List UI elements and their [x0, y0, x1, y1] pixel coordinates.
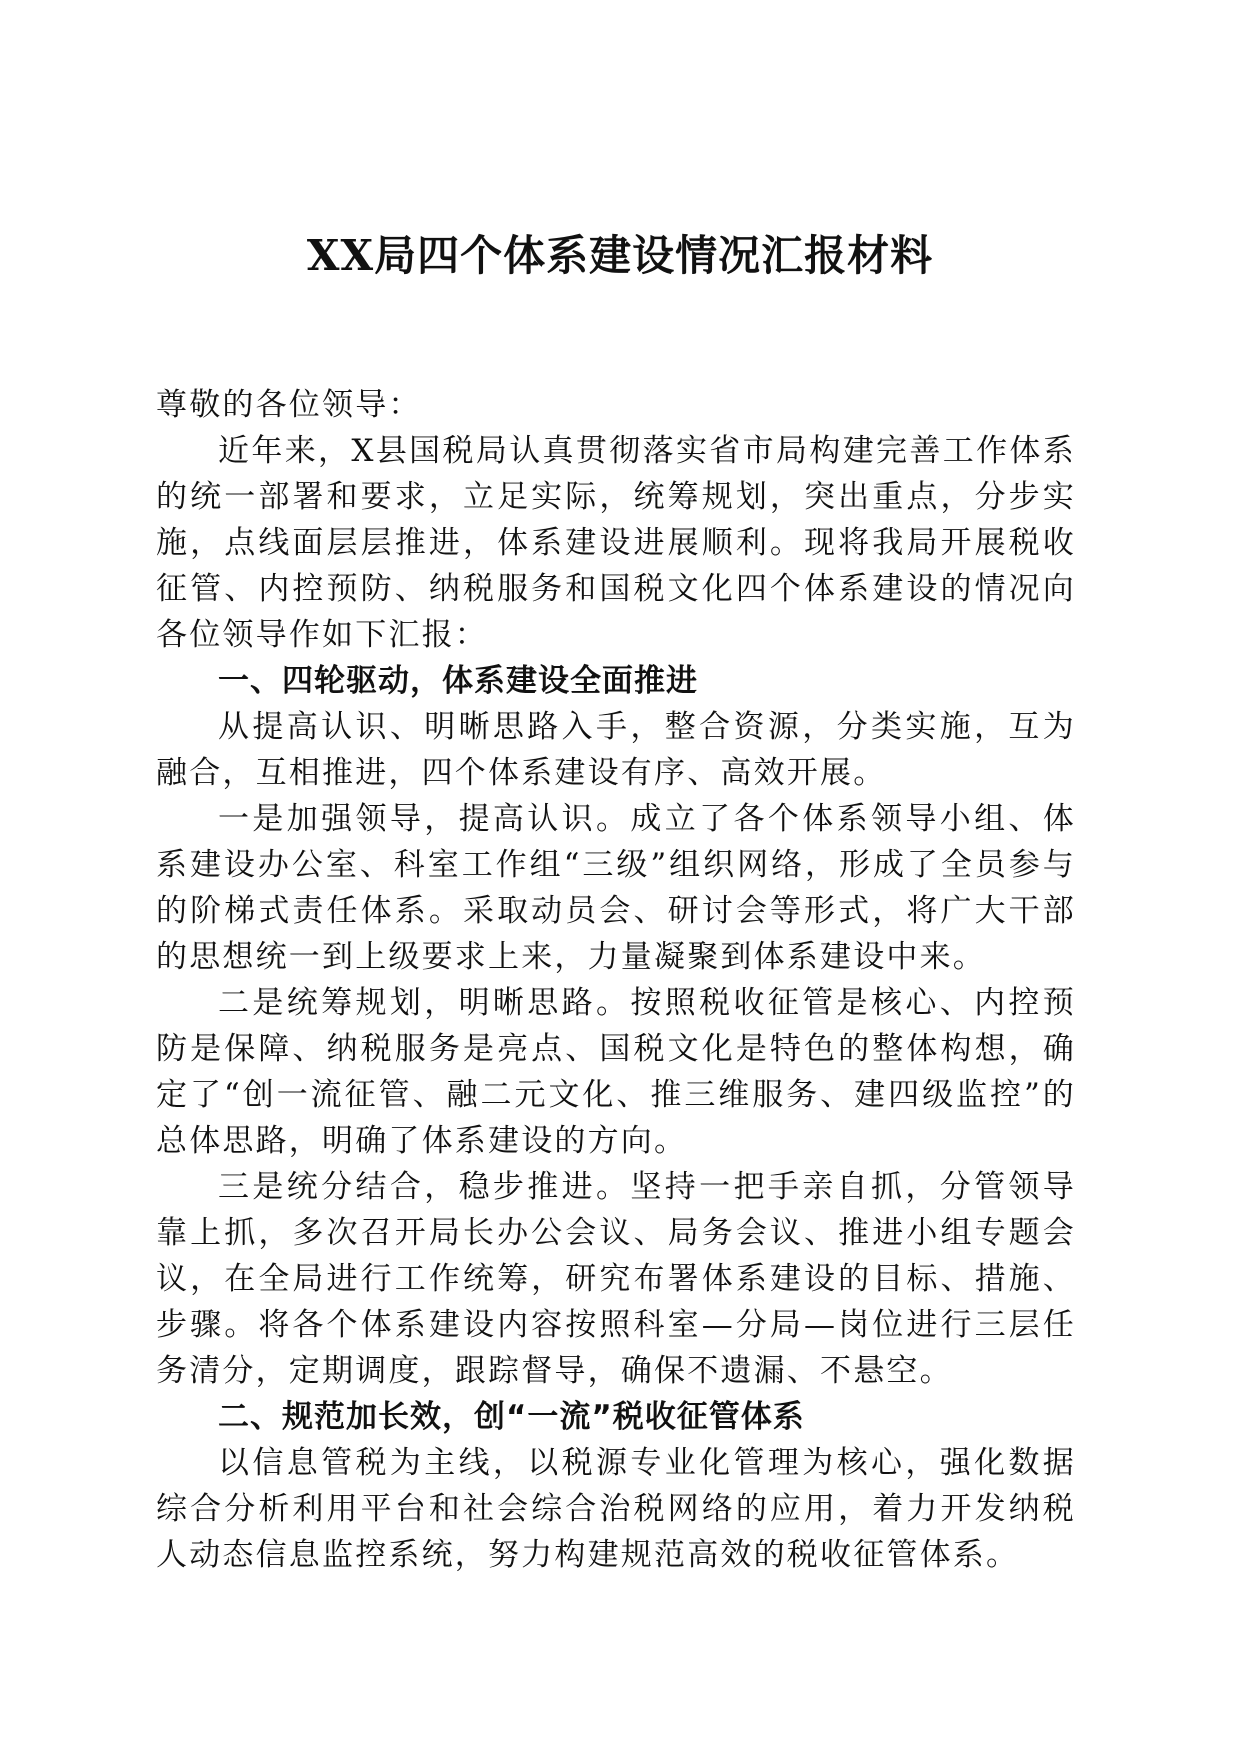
point-3-paragraph: 三是统分结合，稳步推进。坚持一把手亲自抓，分管领导靠上抓，多次召开局长办公会议、局务会议、推进小组专题会议，在全局进行工作统筹，研究布署体系建设的目标、措施、步骤。将各个体系建设内容按照科室—分局—岗位进行三层任务清分，定期调度，跟踪督导，确保不遗漏、不悬空。	[156, 1169, 1076, 1389]
section-2-intro-paragraph: 以信息管税为主线，以税源专业化管理为核心，强化数据综合分析利用平台和社会综合治税网络的应用，着力开发纳税人动态信息监控系统，努力构建规范高效的税收征管体系。	[156, 1445, 1076, 1573]
intro-paragraph: 近年来，X县国税局认真贯彻落实省市局构建完善工作体系的统一部署和要求，立足实际，统筹规划，突出重点，分步实施，点线面层层推进，体系建设进展顺利。现将我局开展税收征管、内控预防、纳税服务和国税文化四个体系建设的情况向各位领导作如下汇报：	[156, 433, 1076, 653]
section-1-intro-paragraph: 从提高认识、明晰思路入手，整合资源，分类实施，互为融合，互相推进，四个体系建设有序、高效开展。	[156, 709, 1076, 791]
section-heading-2: 二、规范加长效，创“一流”税收征管体系	[218, 1399, 805, 1435]
document-title: XX局四个体系建设情况汇报材料	[306, 231, 934, 280]
point-2-paragraph: 二是统筹规划，明晰思路。按照税收征管是核心、内控预防是保障、纳税服务是亮点、国税文化是特色的整体构想，确定了“创一流征管、融二元文化、推三维服务、建四级监控”的总体思路，明确了体系建设的方向。	[156, 985, 1076, 1159]
point-1-paragraph: 一是加强领导，提高认识。成立了各个体系领导小组、体系建设办公室、科室工作组“三级”组织网络，形成了全员参与的阶梯式责任体系。采取动员会、研讨会等形式，将广大干部的思想统一到上级要求上来，力量凝聚到体系建设中来。	[156, 801, 1076, 975]
document-body	[156, 382, 1076, 1578]
salutation: 尊敬的各位领导：	[156, 387, 422, 423]
section-heading-1: 一、四轮驱动，体系建设全面推进	[218, 663, 698, 699]
